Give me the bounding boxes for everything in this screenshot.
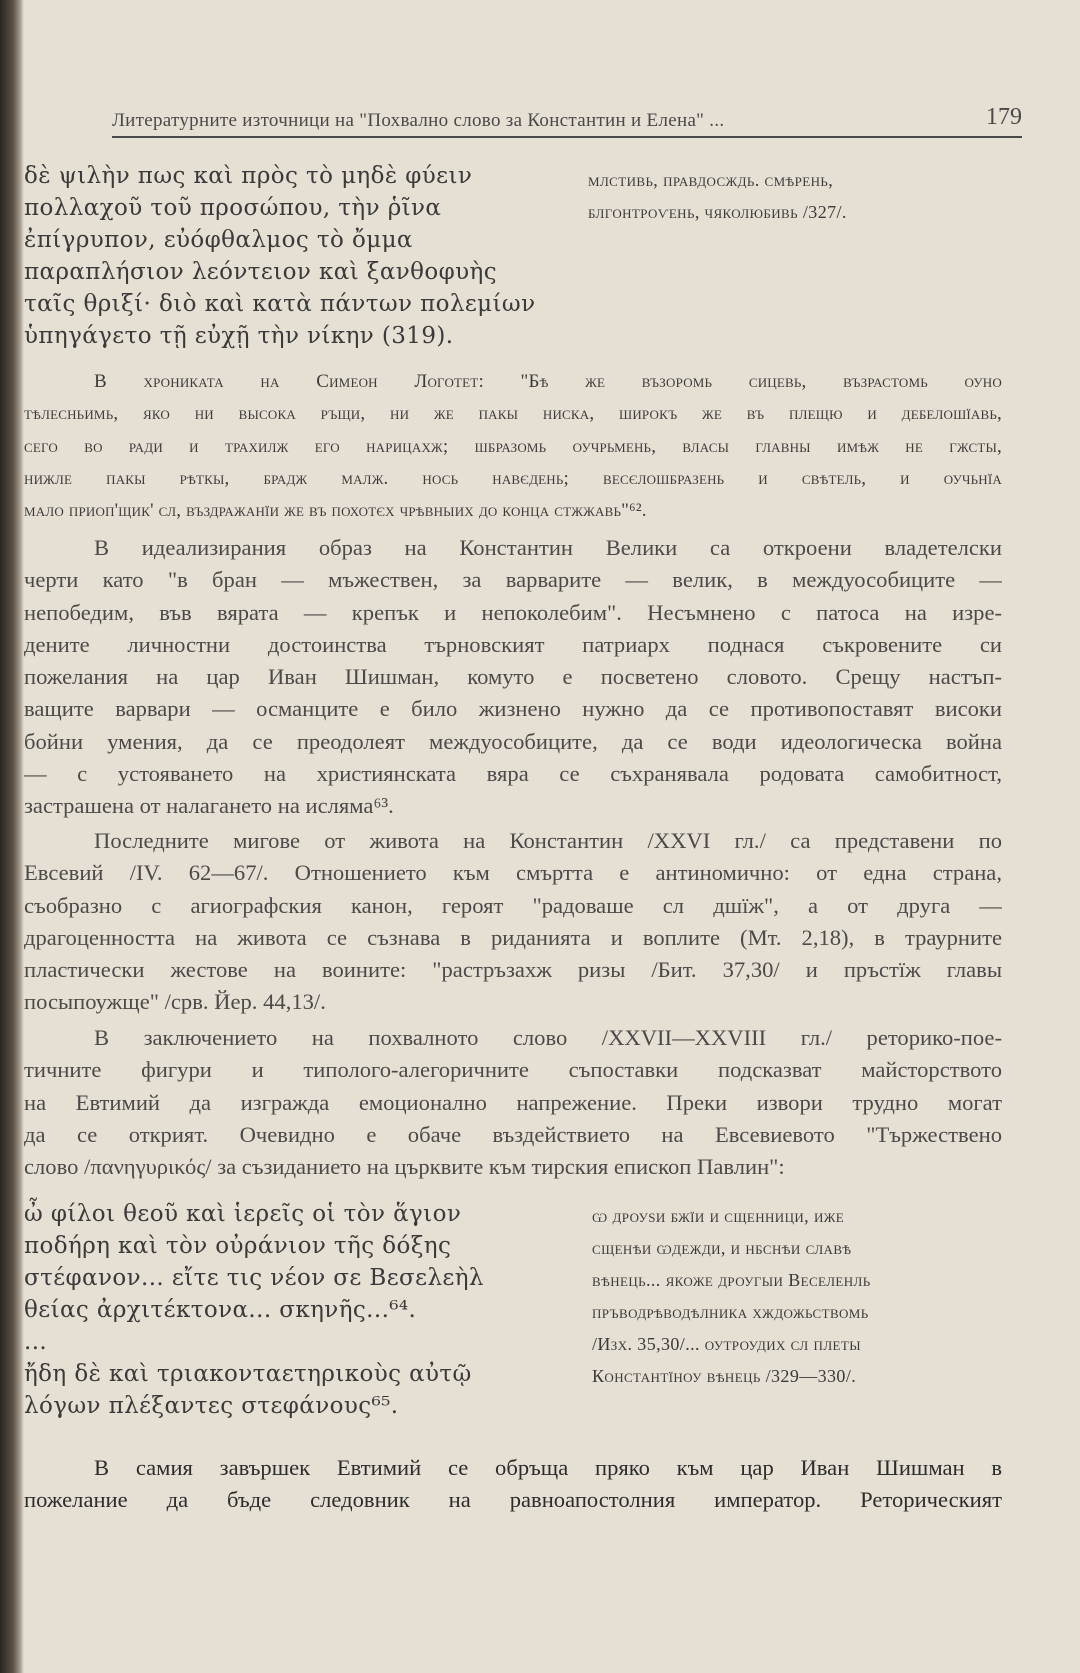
greek-line: ...: [24, 1329, 48, 1355]
book-binding-shadow: [0, 0, 24, 1673]
running-head: [112, 104, 1022, 132]
slavonic-line: Константїноу вѣнець /329—330/.: [592, 1366, 857, 1386]
greek-line: παραπλήσιον λεόντειον καὶ ξανθοφυὴς: [24, 259, 498, 285]
slavonic-line: пръводрѣводѣлника хждожьствомь: [592, 1302, 869, 1322]
slavonic-line: /Изх. 35,30/... оутроудих сл плеты: [592, 1334, 861, 1354]
paragraph-3: [24, 1022, 1002, 1183]
text-line: застрашена от налагането на исляма⁶³.: [24, 793, 394, 819]
text-line: ващите варвари — османците е било жизнено нужно да се противопоставят високи: [24, 696, 1002, 722]
text-line: бойни умения, да се преодолеят междуособиците, да се води идеологическа война: [24, 728, 1002, 754]
greek-line: ἐπίγρυπον, εὐόφθαλμος τὸ ὄμμα: [24, 227, 413, 253]
text-line: тичните фигури и типолого-алегоричните съпоставки подсказват майсторството: [24, 1057, 1002, 1083]
text-line: посыпоужще" /срв. Йер. 44,13/.: [24, 989, 326, 1015]
text-line: пожелания на цар Иван Шишман, комуто е посветено словото. Срещу настъп-: [24, 664, 1002, 690]
greek-line: στέφανον... εἴτε τις νέον σε Βεσελεὴλ: [24, 1265, 484, 1291]
slavonic-quote-1: [588, 164, 1028, 228]
greek-line: θείας ἀρχιτέκτονα... σκηνῆς...⁶⁴.: [24, 1297, 417, 1323]
paragraph-1: [24, 532, 1002, 823]
text-line: пластически жестове на воините: "растръзахж ризы /Бит. 37,30/ и пръстїж главы: [24, 957, 1002, 983]
text-line: нижле пакы рѣткы, брадж малж. нось навєдень; весєлошбразень и свѣтель, и оучьнїа: [24, 467, 1002, 489]
text-line: В хрониката на Симеон Логотет: "Бѣ же възоромь сицевь, възрастомь оуно: [94, 371, 1002, 392]
text-line: драгоценността на живота се съзнава в риданията и воплите (Мт. 2,18), в траурните: [24, 924, 1002, 950]
header-rule: [112, 136, 1022, 138]
greek-line: ὦ φίλοι θεοῦ καὶ ἱερεῖς οἱ τὸν ἅγιον: [24, 1201, 462, 1227]
text-line: черти като "в бран — мъжествен, за варварите — велик, в междуособиците —: [24, 567, 1002, 593]
slavonic-line: млстивь, правдосждь. смѣрень,: [588, 170, 834, 190]
chronicle-paragraph: [24, 366, 1002, 527]
running-head-title: Литературните източници на "Похвално слово за Константин и Елена" ...: [112, 110, 725, 131]
text-line: тѣлесньимь, яко ни высока ръщи, ни же пакы ниска, широкъ же въ плещю и дебелошїавь,: [24, 403, 1002, 425]
text-line: на Евтимий да изгражда емоционално напрежение. Преки извори трудно могат: [24, 1089, 1002, 1115]
slavonic-line: блгонтроѵень, чяколюбивь /327/.: [588, 202, 847, 222]
text-line: дените личностни достоинства търновският патриарх поднася съкровените си: [24, 631, 1002, 657]
slavonic-quote-2: [592, 1200, 1032, 1392]
text-line: мало приоп'щик' сл, въздражанїи же въ похотєх чрѣвныих до конца стжжавь"⁶².: [24, 500, 647, 522]
paragraph-4: [24, 1452, 1002, 1517]
greek-line: ὑπηγάγετο τῇ εὐχῇ τὴν νίκην (319).: [24, 323, 454, 349]
text-line: пожелание да бъде следовник на равноапостолния император. Реторическият: [24, 1487, 1002, 1513]
paragraph-2: [24, 825, 1002, 1019]
greek-line: ταῖς θριξί· διὸ καὶ κατὰ πάντων πολεμίων: [24, 291, 536, 317]
text-line: да се открият. Очевидно е обаче въздействието на Евсевиевото "Тържествено: [24, 1121, 1002, 1147]
slavonic-line: вѣнець... якоже дроугыи Веселенль: [592, 1270, 871, 1290]
greek-line: δὲ ψιλὴν πως καὶ πρὸς τὸ μηδὲ φύειν: [24, 163, 473, 189]
greek-line: ἤδη δὲ καὶ τριακονταετηρικοὺς αὐτῷ: [24, 1361, 472, 1387]
text-line: слово /πανηγυρικός/ за съзиданието на църквите към тирския епископ Павлин":: [24, 1154, 785, 1180]
text-line: Последните мигове от живота на Константин /XXVI гл./ са представени по: [94, 828, 1002, 853]
greek-line: ποδήρη καὶ τὸν οὐράνιον τῆς δόξης: [24, 1233, 452, 1259]
slavonic-line: ѡ дроуѕи бжїи и сщенници, иже: [592, 1206, 845, 1226]
text-line: непобедим, във вярата — крепък и непоколебим". Несъмнено с патоса на изре-: [24, 599, 1002, 625]
slavonic-line: сщенѣи ѡдежди, и нбснѣи славѣ: [592, 1238, 852, 1258]
text-line: — с устояването на християнската вяра се съхранявала родовата самобитност,: [24, 761, 1002, 787]
page-number: 179: [986, 104, 1022, 130]
text-line: сего во ради и трахилж его нарицахж; шбразомь оучрьмень, власы главны имѣж не гжсты,: [24, 435, 1002, 457]
text-line: съобразно с агиографския канон, героят "радоваше сл дшїж", а от друга —: [24, 892, 1002, 918]
greek-quote-2: [24, 1198, 564, 1422]
text-line: В идеализирания образ на Константин Велики са откроени владетелски: [94, 535, 1002, 560]
text-line: Евсевий /IV. 62—67/. Отношението към смъртта е антиномично: от една страна,: [24, 860, 1002, 886]
text-line: В заключението на похвалното слово /XXVII—XXVIII гл./ реторико-пое-: [94, 1025, 1002, 1050]
greek-line: λόγων πλέξαντες στεφάνους⁶⁵.: [24, 1393, 399, 1419]
greek-line: πολλαχοῦ τοῦ προσώπου, τὴν ῥῖνα: [24, 195, 442, 221]
book-page: [24, 0, 1070, 1673]
greek-quote-1: [24, 160, 544, 352]
text-line: В самия завършек Евтимий се обръща пряко към цар Иван Шишман в: [94, 1455, 1002, 1480]
